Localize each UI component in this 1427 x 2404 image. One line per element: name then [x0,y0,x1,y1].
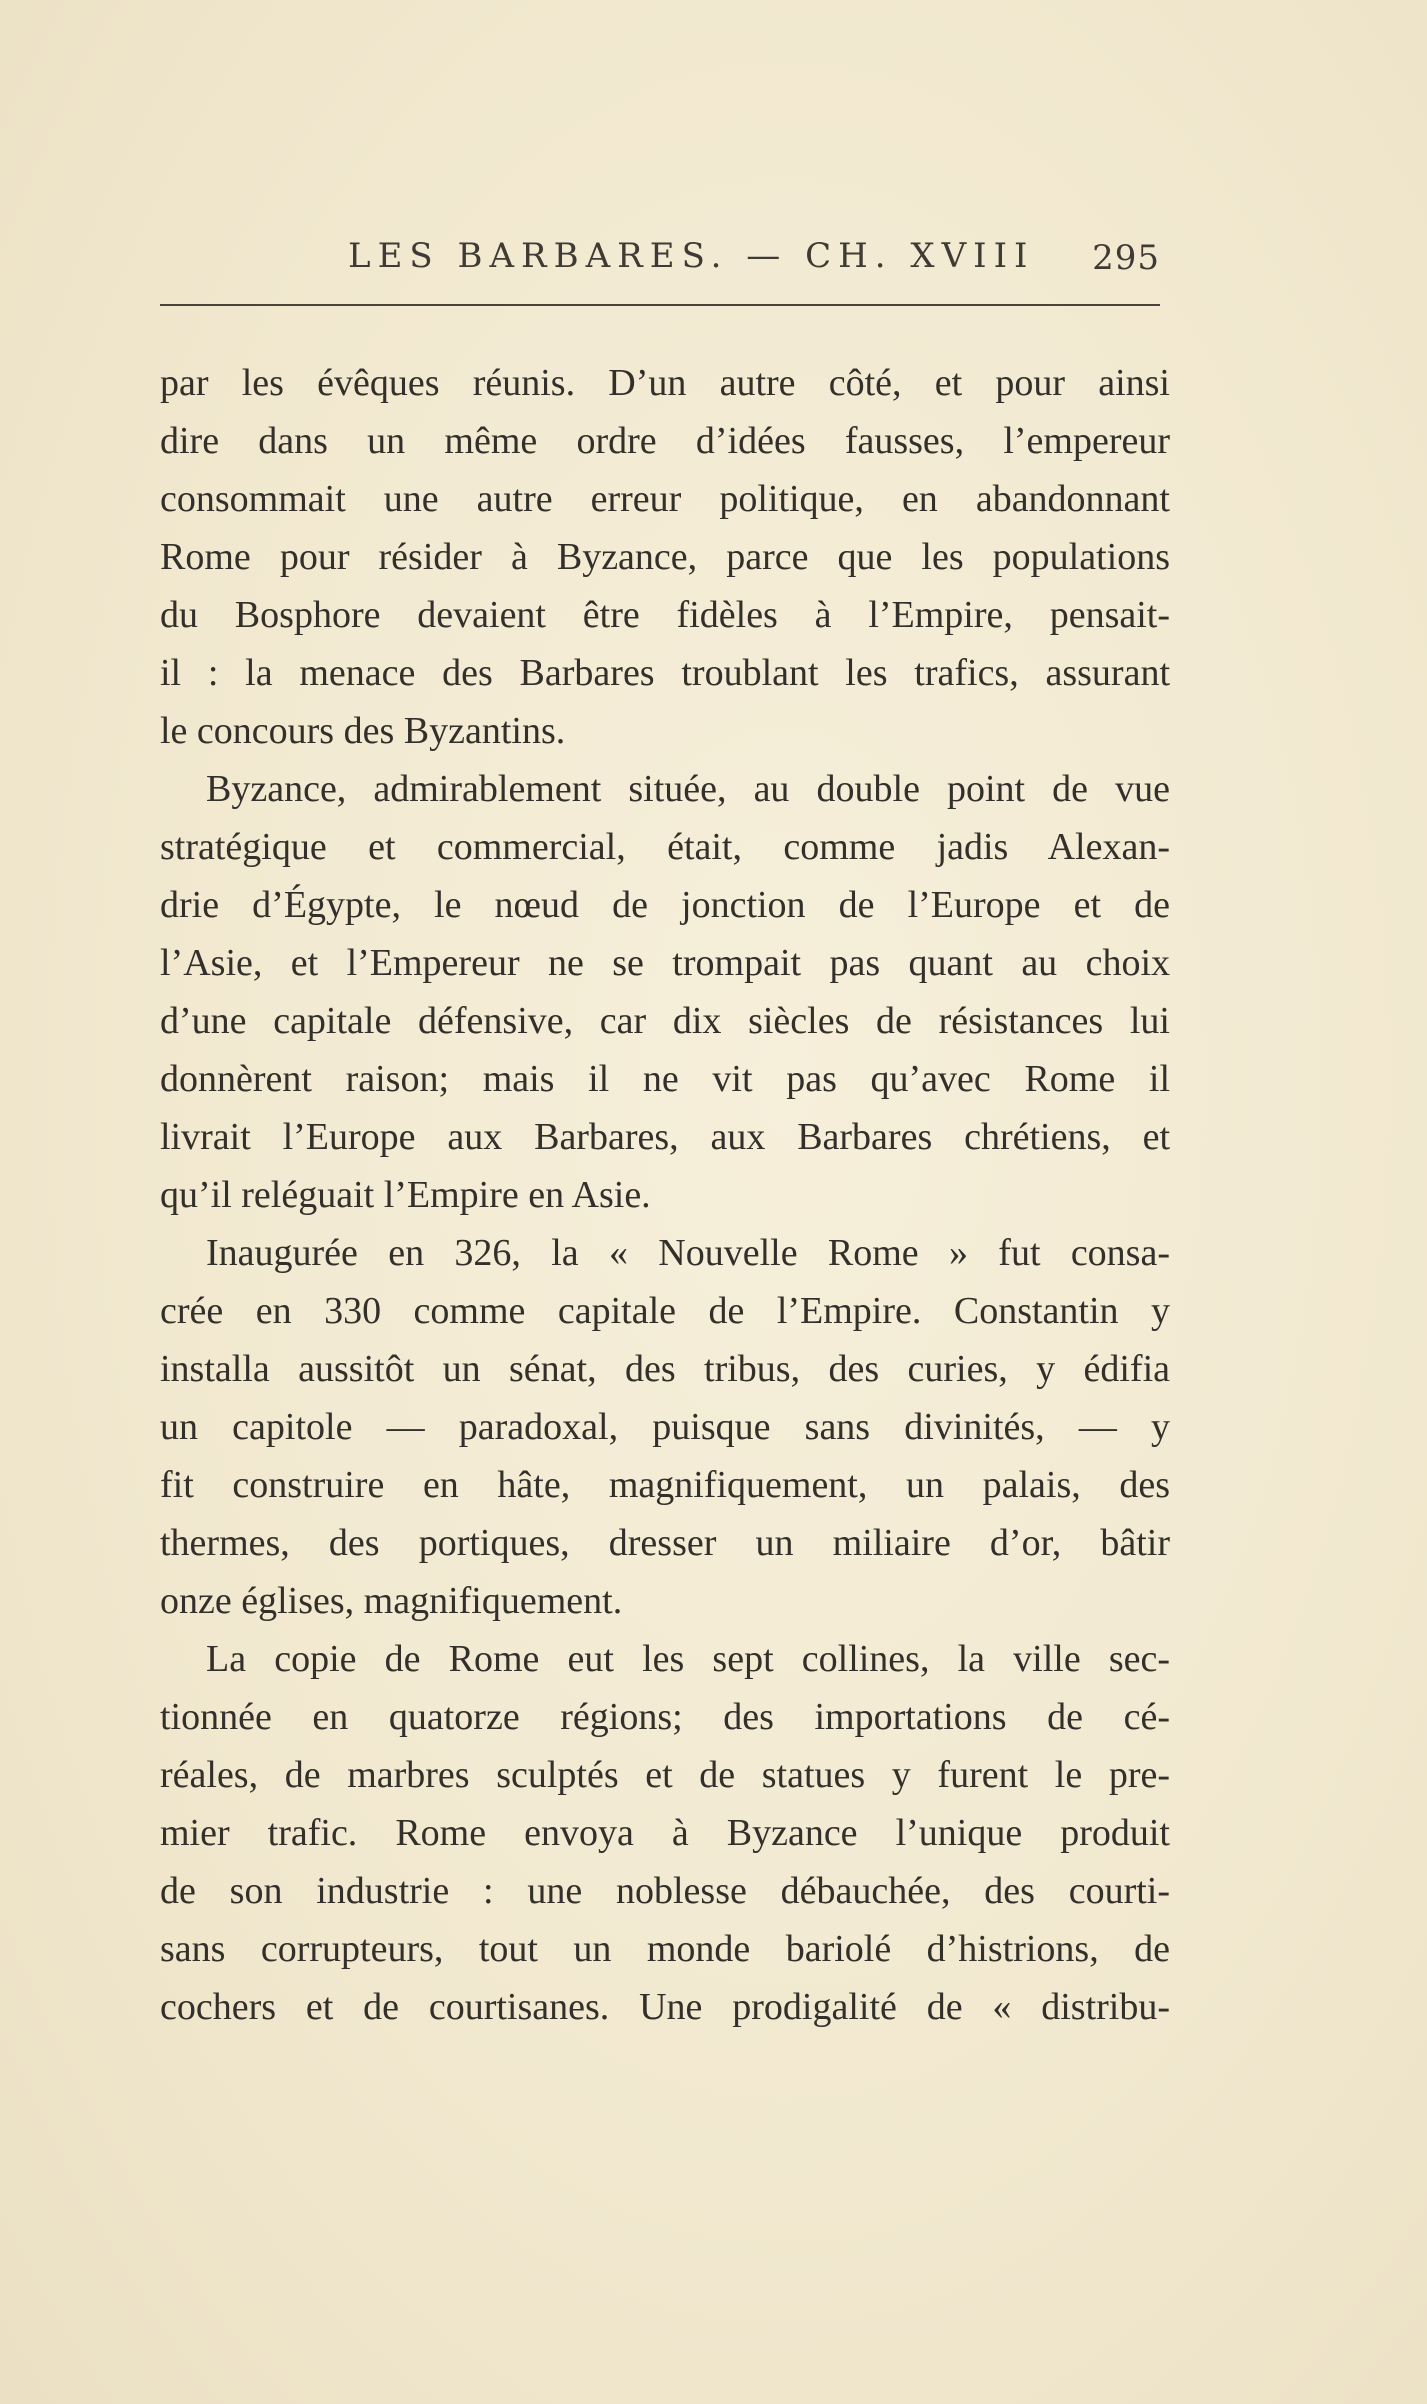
text-line: un capitole — paradoxal, puisque sans divinités, — y [160,1406,1170,1448]
text-line: thermes, des portiques, dresser un miliaire d’or, bâtir [160,1522,1170,1564]
page-number: 295 [1092,238,1160,278]
text-line: cochers et de courtisanes. Une prodigalité de « distribu- [160,1986,1170,2028]
header-rule [160,304,1160,306]
text-line: l’Asie, et l’Empereur ne se trompait pas quant au choix [160,942,1170,984]
text-line: Inaugurée en 326, la « Nouvelle Rome » fut consa- [206,1232,1170,1274]
text-line: qu’il reléguait l’Empire en Asie. [160,1174,651,1216]
text-line: onze églises, magnifiquement. [160,1580,623,1622]
page-header [160,224,1160,284]
text-line: du Bosphore devaient être fidèles à l’Empire, pensait- [160,594,1170,636]
text-line: consommait une autre erreur politique, en abandonnant [160,478,1170,520]
body-text [160,354,1170,2036]
text-line: drie d’Égypte, le nœud de jonction de l’Europe et de [160,884,1170,926]
text-line: d’une capitale défensive, car dix siècles de résistances lui [160,1000,1170,1042]
text-line: Rome pour résider à Byzance, parce que les populations [160,536,1170,578]
text-line: fit construire en hâte, magnifiquement, un palais, des [160,1464,1170,1506]
text-line: tionnée en quatorze régions; des importations de cé- [160,1696,1170,1738]
text-line: livrait l’Europe aux Barbares, aux Barbares chrétiens, et [160,1116,1170,1158]
text-line: il : la menace des Barbares troublant les trafics, assurant [160,652,1170,694]
paragraph [160,1224,1170,1630]
text-line: le concours des Byzantins. [160,710,566,752]
text-line: installa aussitôt un sénat, des tribus, des curies, y édifia [160,1348,1170,1390]
text-line: sans corrupteurs, tout un monde bariolé d’histrions, de [160,1928,1170,1970]
paragraph [160,1630,1170,2036]
text-line: réales, de marbres sculptés et de statues y furent le pre- [160,1754,1170,1796]
text-line: La copie de Rome eut les sept collines, la ville sec- [206,1638,1170,1680]
text-line: Byzance, admirablement située, au double point de vue [206,768,1170,810]
text-line: crée en 330 comme capitale de l’Empire. Constantin y [160,1290,1170,1332]
text-line: mier trafic. Rome envoya à Byzance l’unique produit [160,1812,1170,1854]
running-title: LES BARBARES. — CH. XVIII [348,236,1035,276]
text-line: donnèrent raison; mais il ne vit pas qu’avec Rome il [160,1058,1170,1100]
paragraph [160,354,1170,760]
text-line: par les évêques réunis. D’un autre côté, et pour ainsi [160,362,1170,404]
text-line: dire dans un même ordre d’idées fausses, l’empereur [160,420,1170,462]
paragraph [160,760,1170,1224]
text-line: stratégique et commercial, était, comme jadis Alexan- [160,826,1170,868]
text-line: de son industrie : une noblesse débauchée, des courti- [160,1870,1170,1912]
